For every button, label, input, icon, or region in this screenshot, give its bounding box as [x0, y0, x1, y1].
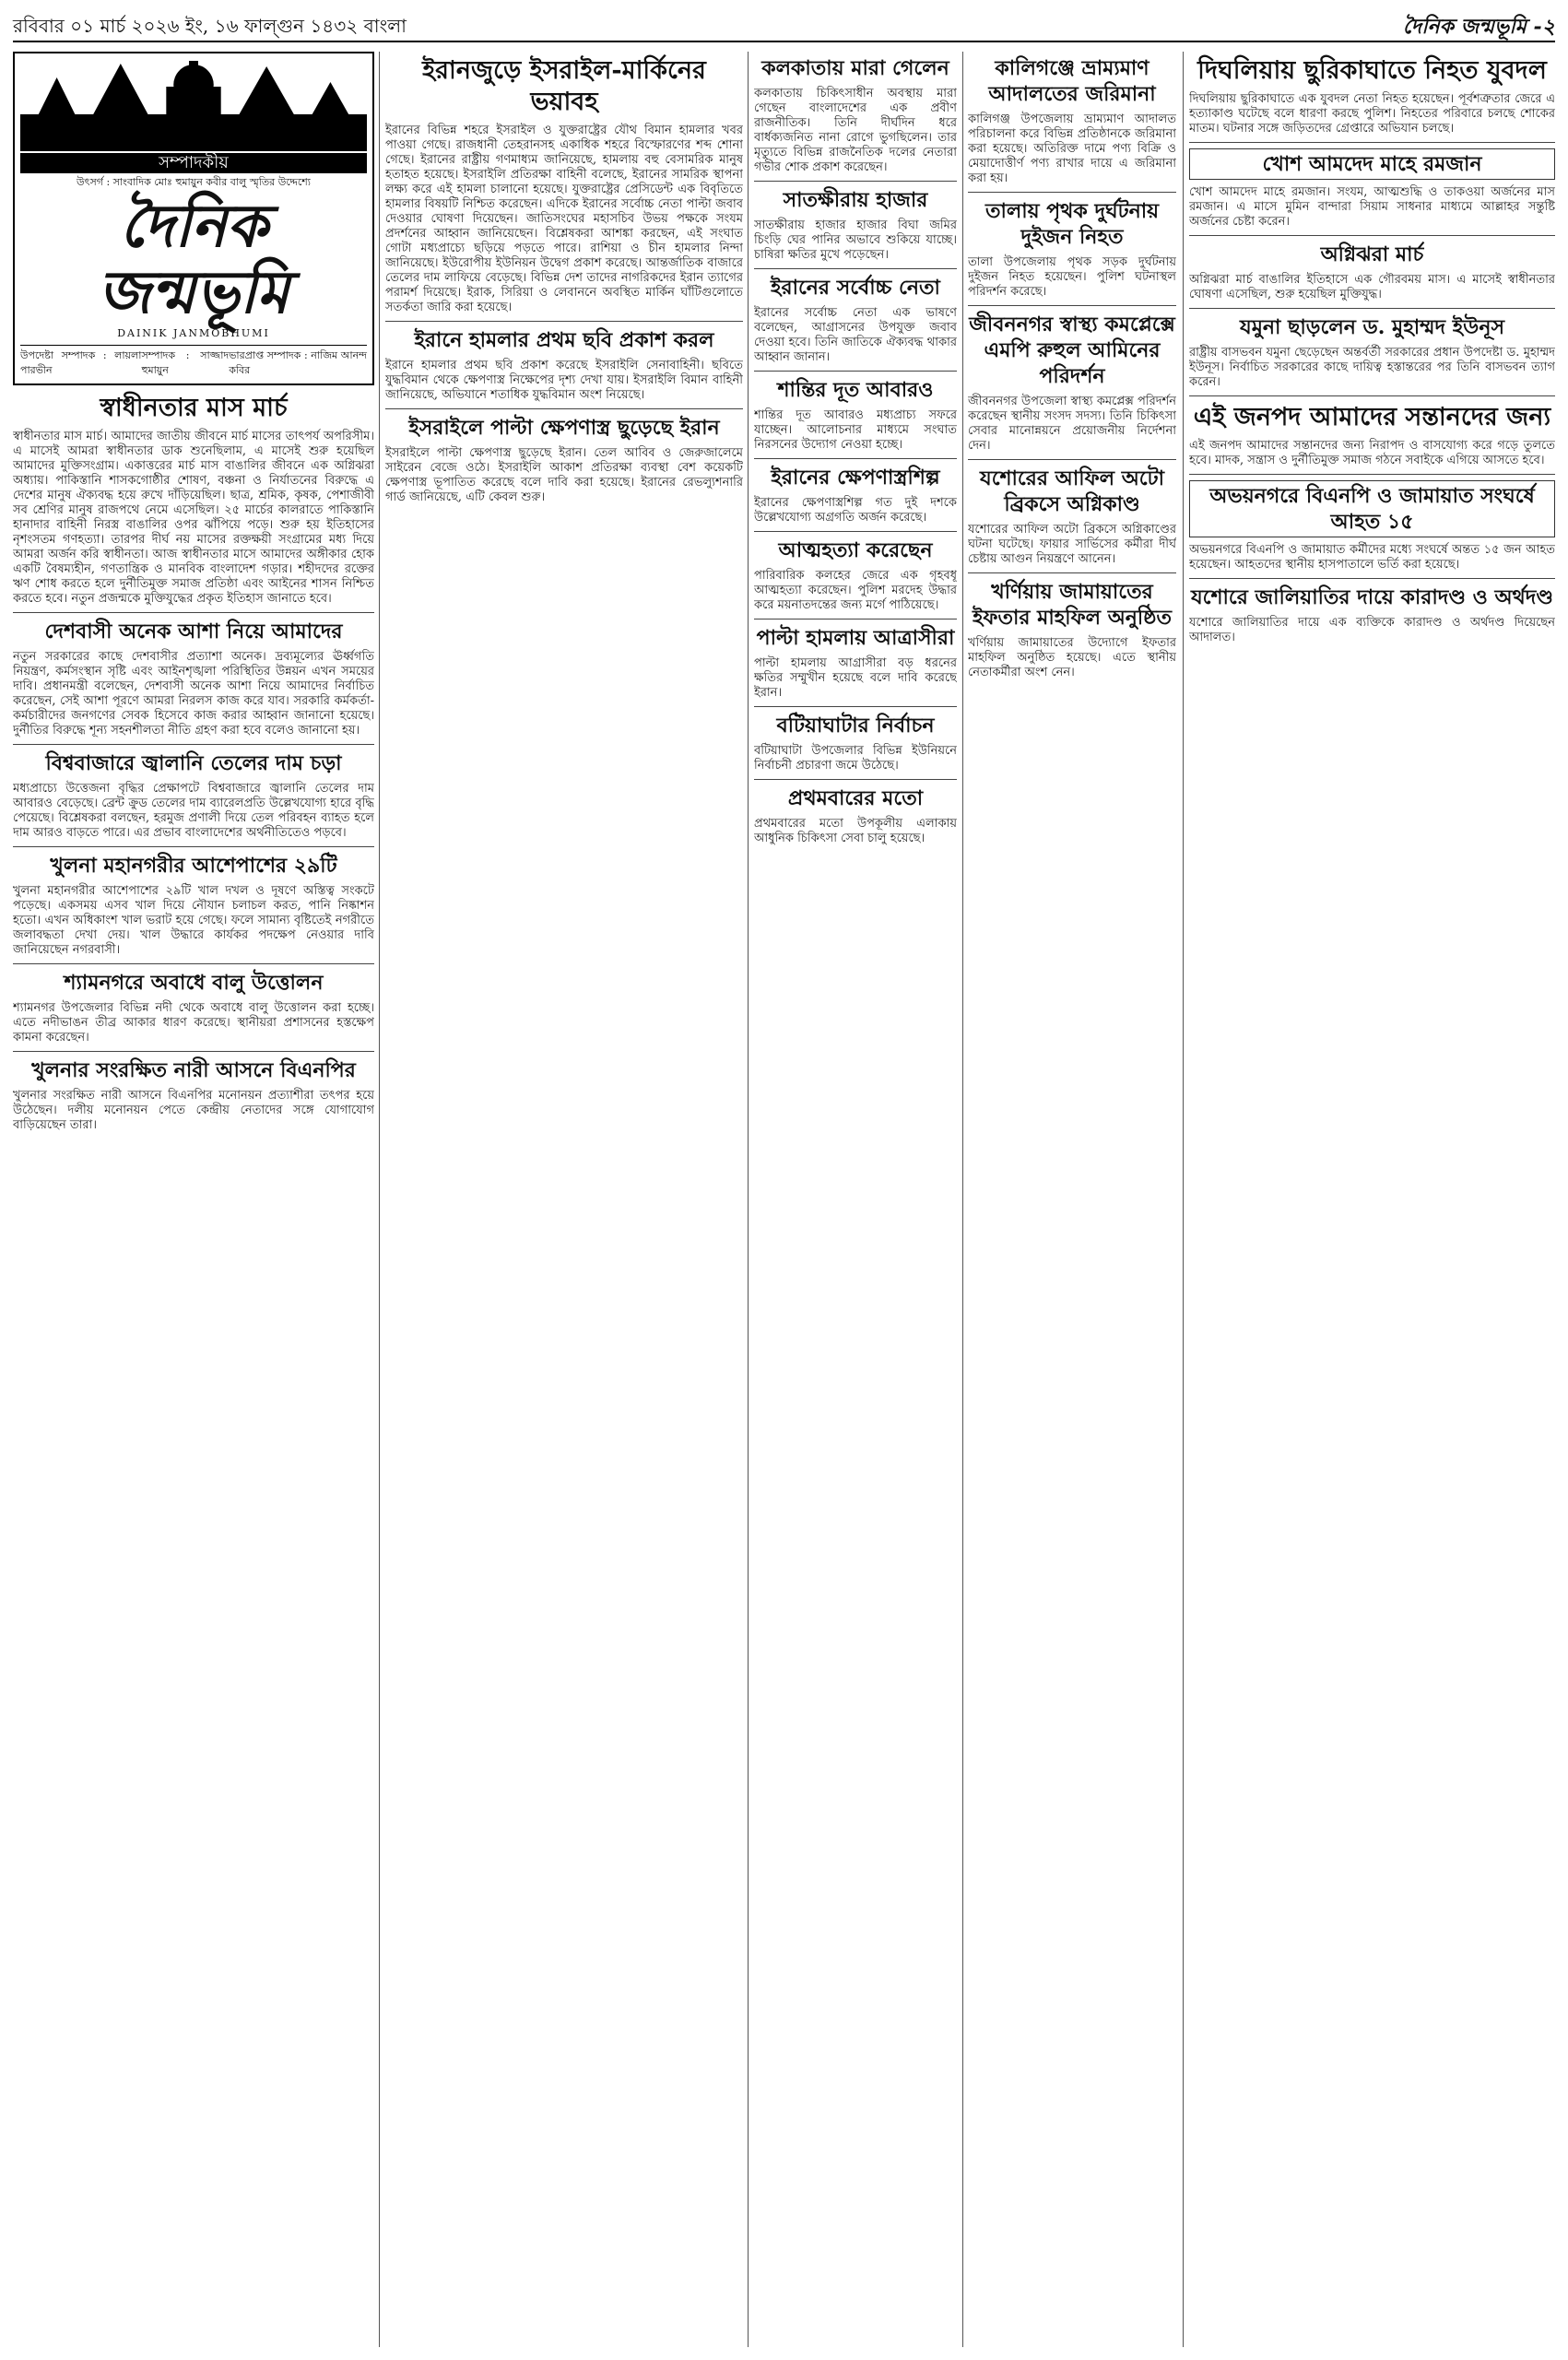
- article-headline: খোশ আমদেদ মাহে রমজান: [1189, 148, 1555, 180]
- article-headline: এই জনপদ আমাদের সন্তানদের জন্য: [1193, 403, 1551, 431]
- page-marker: দৈনিক জন্মভূমি -২: [1402, 15, 1555, 39]
- article-body: অগ্নিঝরা মার্চ বাঙালির ইতিহাসে এক গৌরবময় মাস। এ মাসেই স্বাধীনতার ঘোষণা এসেছিল, শুরু হয়েছিল মুক্তিযুদ্ধ।: [1189, 273, 1555, 301]
- article-headline: পাল্টা হামলায় আত্রাসীরা: [756, 626, 955, 650]
- article-body: নতুন সরকারের কাছে দেশবাসীর প্রত্যাশা অনেক। দ্রব্যমূল্যের ঊর্ধ্বগতি নিয়ন্ত্রণ, কর্মসংস্থান সৃষ্টি এবং আইনশৃঙ্খলা পরিস্থিতির উন্নয়ন এখন সময়ের দাবি। প্রধানমন্ত্রী বলেছেন, দেশবাসী অনেক আশা নিয়ে আমাদের নির্বাচিত করেছেন, সেই আশা পূরণে আমরা নিরলস কাজ করে যাব। সরকারি কর্মকর্তা-কর্মচারীদের জনগণের সেবক হিসেবে কাজ করার আহ্বান জানানো হয়েছে। দুর্নীতির বিরুদ্ধে শূন্য সহনশীলতা নীতি গ্রহণ করা হবে বলেও জানানো হয়।: [13, 650, 374, 738]
- divider: [754, 371, 957, 372]
- article-headline: তালায় পৃথক দুর্ঘটনায় দুইজন নিহত: [984, 199, 1160, 249]
- divider: [968, 305, 1176, 306]
- divider: [754, 458, 957, 459]
- divider: [1189, 474, 1555, 475]
- article-headline: বিশ্ববাজারে জ্বালানি তেলের দাম চড়া: [45, 751, 342, 775]
- divider: [754, 531, 957, 532]
- article-headline: ইরানের ক্ষেপণাস্ত্রশিল্প: [771, 466, 940, 490]
- column-divider: [748, 52, 749, 2347]
- divider: [754, 779, 957, 780]
- divider: [13, 846, 374, 847]
- newspaper-title-english: DAINIK JANMOBHUMI: [117, 327, 270, 339]
- article-headline: আত্মহত্যা করেছেন: [778, 538, 933, 562]
- article-body: পারিবারিক কলহের জেরে এক গৃহবধূ আত্মহত্যা করেছেন। পুলিশ মরদেহ উদ্ধার করে ময়নাতদন্তের জন্য মর্গে পাঠিয়েছে।: [754, 569, 957, 612]
- article-headline: শ্যামনগরে অবাধে বালু উত্তোলন: [64, 971, 324, 995]
- article-body: পাল্টা হামলায় আগ্রাসীরা বড় ধরনের ক্ষতির সম্মুখীন হয়েছে বলে দাবি করেছে ইরান।: [754, 656, 957, 700]
- divider: [1189, 142, 1555, 143]
- article-headline: খুলনা মহানগরীর আশেপাশের ২৯টি: [50, 854, 337, 878]
- article-headline: দিঘলিয়ায় ছুরিকাঘাতে নিহত যুবদল: [1197, 56, 1547, 85]
- article-body: ইরানের সর্বোচ্চ নেতা এক ভাষণে বলেছেন, আগ্রাসনের উপযুক্ত জবাব দেওয়া হবে। তিনি জাতিকে ঐক্যবদ্ধ থাকার আহ্বান জানান।: [754, 306, 957, 364]
- divider: [1189, 395, 1555, 396]
- article-body: ইরানের ক্ষেপণাস্ত্রশিল্প গত দুই দশকে উল্লেখযোগ্য অগ্রগতি অর্জন করেছে।: [754, 496, 957, 525]
- article-headline: খুলনার সংরক্ষিত নারী আসনে বিএনপির: [31, 1058, 356, 1082]
- article-body: শান্তির দূত আবারও মধ্যপ্রাচ্য সফরে যাচ্ছেন। আলোচনার মাধ্যমে সংঘাত নিরসনের উদ্যোগ নেওয়া হচ্ছে।: [754, 408, 957, 452]
- article-body: ইসরাইলে পাল্টা ক্ষেপণাস্ত্র ছুড়েছে ইরান। তেল আবিব ও জেরুজালেমে সাইরেন বেজে ওঠে। ইসরাইলি আকাশ প্রতিরক্ষা ব্যবস্থা বেশ কয়েকটি ক্ষেপণাস্ত্র ভূপাতিত করেছে বলে দাবি করা হয়েছে। ইরানের রেভল্যুশনারি গার্ড জানিয়েছে, এটি কেবল শুরু।: [385, 446, 743, 504]
- article-body: ইরানের বিভিন্ন শহরে ইসরাইল ও যুক্তরাষ্ট্রের যৌথ বিমান হামলার খবর পাওয়া গেছে। রাজধানী তেহরানসহ একাধিক শহরে বিস্ফোরণের শব্দ শোনা গেছে। ইরানের রাষ্ট্রীয় গণমাধ্যম জানিয়েছে, হামলায় বহু বেসামরিক মানুষ হতাহত হয়েছে। ইসরাইলি প্রতিরক্ষা বাহিনী বলেছে, ইরানের সামরিক স্থাপনা লক্ষ্য করে এই হামলা চালানো হয়েছে। যুক্তরাষ্ট্রের প্রেসিডেন্ট এক বিবৃতিতে হামলার বিষয়টি নিশ্চিত করেছেন। এদিকে ইরানের সর্বোচ্চ নেতা পাল্টা জবাব দেওয়ার ঘোষণা দিয়েছেন। জাতিসংঘের মহাসচিব উভয় পক্ষকে সংযম প্রদর্শনের আহ্বান জানিয়েছেন। বিশ্লেষকরা আশঙ্কা করছেন, এই সংঘাত গোটা মধ্যপ্রাচ্যে ছড়িয়ে পড়তে পারে। রাশিয়া ও চীন হামলার নিন্দা জানিয়েছে। ইউরোপীয় ইউনিয়ন উদ্বেগ প্রকাশ করেছে। আন্তর্জাতিক বাজারে তেলের দাম লাফিয়ে বেড়েছে। বিভিন্ন দেশ তাদের নাগরিকদের ইরান ত্যাগের পরামর্শ দিয়েছে। ইরাক, সিরিয়া ও লেবাননে অবস্থিত মার্কিন ঘাঁটিগুলোতে সতর্কতা জারি করা হয়েছে।: [385, 124, 743, 314]
- divider: [1189, 578, 1555, 579]
- page-header: [13, 7, 1555, 42]
- article-body: কালিগঞ্জ উপজেলায় ভ্রাম্যমাণ আদালত পরিচালনা করে বিভিন্ন প্রতিষ্ঠানকে জরিমানা করা হয়েছে। অতিরিক্ত দামে পণ্য বিক্রি ও মেয়াদোত্তীর্ণ পণ্য রাখার দায়ে এ জরিমানা করা হয়।: [968, 112, 1176, 185]
- article-body: যশোরের আফিল অটো ব্রিকসে অগ্নিকাণ্ডের ঘটনা ঘটেছে। ফায়ার সার্ভিসের কর্মীরা দীর্ঘ চেষ্টায় আগুন নিয়ন্ত্রণে আনেন।: [968, 523, 1176, 566]
- article-body: সাতক্ষীরায় হাজার হাজার বিঘা জমির চিংড়ি ঘের পানির অভাবে শুকিয়ে যাচ্ছে। চাষিরা ক্ষতির মুখে পড়েছেন।: [754, 218, 957, 262]
- section-label: সম্পাদকীয়: [20, 153, 367, 173]
- article-body: খর্ণিয়ায় জামায়াতের উদ্যোগে ইফতার মাহফিল অনুষ্ঠিত হয়েছে। এতে স্থানীয় নেতাকর্মীরা অংশ নেন।: [968, 636, 1176, 679]
- divider: [754, 181, 957, 182]
- article-body: মধ্যপ্রাচ্যে উত্তেজনা বৃদ্ধির প্রেক্ষাপটে বিশ্ববাজারে জ্বালানি তেলের দাম আবারও বেড়েছে। ব্রেন্ট ক্রুড তেলের দাম ব্যারেলপ্রতি উল্লেখযোগ্য হারে বৃদ্ধি পেয়েছে। বিশ্লেষকরা বলছেন, হরমুজ প্রণালী দিয়ে তেল পরিবহন ব্যাহত হলে দাম আরও বাড়তে পারে। এর প্রভাব বাংলাদেশের অর্থনীতিতেও পড়বে।: [13, 782, 374, 840]
- article-headline: যশোরে জালিয়াতির দায়ে কারাদণ্ড ও অর্থদণ্ড: [1190, 585, 1554, 609]
- article-headline: যমুনা ছাড়লেন ড. মুহাম্মদ ইউনূস: [1240, 315, 1504, 339]
- dedication: উৎসর্গ : সাংবাদিক মোঃ হুমায়ুন কবীর বালু স্মৃতির উদ্দেশ্যে: [77, 176, 311, 188]
- article-body: যশোরে জালিয়াতির দায়ে এক ব্যক্তিকে কারাদণ্ড ও অর্থদণ্ড দিয়েছেন আদালত।: [1189, 616, 1555, 644]
- divider: [385, 408, 743, 409]
- divider: [754, 706, 957, 707]
- article-body: খুলনা মহানগরীর আশেপাশের ২৯টি খাল দখল ও দূষণে অস্তিত্ব সংকটে পড়েছে। একসময় এসব খাল দিয়ে নৌযান চলাচল করত, পানি নিষ্কাশন হতো। এখন অধিকাংশ খাল ভরাট হয়ে গেছে। ফলে সামান্য বৃষ্টিতেই নগরীতে জলাবদ্ধতা দেখা দেয়। খাল উদ্ধারে কার্যকর পদক্ষেপ নেওয়ার দাবি জানিয়েছেন নগরবাসী।: [13, 884, 374, 957]
- divider: [1189, 308, 1555, 309]
- editor: সম্পাদক : সাজ্জাদ হুমায়ুন: [141, 349, 230, 376]
- divider: [754, 619, 957, 620]
- editorial-headline: স্বাধীনতার মাস মার্চ: [100, 394, 288, 422]
- article-headline: অভয়নগরে বিএনপি ও জামায়াত সংঘর্ষে আহত ১৫: [1189, 480, 1555, 537]
- divider: [968, 572, 1176, 573]
- article-body: কলকাতায় চিকিৎসাধীন অবস্থায় মারা গেছেন বাংলাদেশের এক প্রবীণ রাজনীতিক। তিনি দীর্ঘদিন ধরে বার্ধক্যজনিত নানা রোগে ভুগছিলেন। তার মৃত্যুতে বিভিন্ন রাজনৈতিক দলের নেতারা গভীর শোক প্রকাশ করেছেন।: [754, 87, 957, 174]
- article-body: রাষ্ট্রীয় বাসভবন যমুনা ছেড়েছেন অন্তর্বর্তী সরকারের প্রধান উপদেষ্টা ড. মুহাম্মদ ইউনূস। নির্বাচিত সরকারের কাছে দায়িত্ব হস্তান্তরের পর তিনি বাসভবন ত্যাগ করেন।: [1189, 346, 1555, 389]
- article-headline: অগ্নিঝরা মার্চ: [1320, 242, 1424, 266]
- divider: [13, 744, 374, 745]
- column-1: [13, 52, 374, 2347]
- article-headline: ইসরাইলে পাল্টা ক্ষেপণাস্ত্র ছুড়েছে ইরান: [408, 416, 720, 440]
- acting-editor: ভারপ্রাপ্ত সম্পাদক : নাজিম আনন্দ কবির: [229, 349, 367, 376]
- article-body: এই জনপদ আমাদের সন্তানদের জন্য নিরাপদ ও বাসযোগ্য করে গড়ে তুলতে হবে। মাদক, সন্ত্রাস ও দুর্নীতিমুক্ত সমাজ গঠনে সবাইকে এগিয়ে আসতে হবে।: [1189, 439, 1555, 467]
- article-headline: ইরানে হামলার প্রথম ছবি প্রকাশ করল: [414, 328, 714, 352]
- article-headline: খর্ণিয়ায় জামায়াতের ইফতার মাহফিল অনুষ্ঠিত: [972, 580, 1173, 630]
- article-body: খোশ আমদেদ মাহে রমজান। সংযম, আত্মশুদ্ধি ও তাকওয়া অর্জনের মাস রমজান। এ মাসে মুমিন বান্দারা সিয়াম সাধনার মাধ্যমে আল্লাহর সন্তুষ্টি অর্জনের চেষ্টা করেন।: [1189, 185, 1555, 229]
- article-headline: দেশবাসী অনেক আশা নিয়ে আমাদের: [44, 620, 343, 643]
- article-headline: ইরানজুড়ে ইসরাইল-মার্কিনের ভয়াবহ: [422, 56, 706, 116]
- column-divider: [379, 52, 380, 2347]
- article-headline: জীবননগর স্বাস্থ্য কমপ্লেক্সে এমপি রুহুল আমিনের পরিদর্শন: [969, 313, 1175, 388]
- article-headline: কালিগঞ্জে ভ্রাম্যমাণ আদালতের জরিমানা: [988, 56, 1156, 106]
- article-body: প্রথমবারের মতো উপকূলীয় এলাকায় আধুনিক চিকিৎসা সেবা চালু হয়েছে।: [754, 817, 957, 845]
- column-divider: [1183, 52, 1184, 2347]
- editorial-body: স্বাধীনতার মাস মার্চ। আমাদের জাতীয় জীবনে মার্চ মাসের তাৎপর্য অপরিসীম। এ মাসেই আমরা স্বাধীনতার ডাক শুনেছিলাম, এ মাসেই শুরু হয়েছিল আমাদের মুক্তিসংগ্রাম। একাত্তরের মার্চ মাস বাঙালির জীবনে এক অগ্নিঝরা অধ্যায়। পাকিস্তানি শাসকগোষ্ঠীর শোষণ, বঞ্চনা ও নির্যাতনের বিরুদ্ধে এ দেশের মানুষ ঐক্যবদ্ধ হয়ে রুখে দাঁড়িয়েছিল। ছাত্র, শ্রমিক, কৃষক, পেশাজীবী সব শ্রেণির মানুষ রাজপথে নেমে এসেছিল। ২৫ মার্চের কালরাতে পাকিস্তানি হানাদার বাহিনী নিরস্ত্র বাঙালির ওপর ঝাঁপিয়ে পড়ে। শুরু হয় ইতিহাসের নৃশংসতম গণহত্যা। তারপর দীর্ঘ নয় মাসের রক্তক্ষয়ী সংগ্রামের মধ্য দিয়ে আমরা অর্জন করি স্বাধীনতা। আজ স্বাধীনতার মাসে আমাদের অঙ্গীকার হোক একটি বৈষম্যহীন, গণতান্ত্রিক ও মানবিক বাংলাদেশ গড়ার। শহীদদের রক্তের ঋণ শোধ করতে হলে দুর্নীতিমুক্ত সমাজ প্রতিষ্ঠা এবং আইনের শাসন নিশ্চিত করতে হবে। নতুন প্রজন্মকে মুক্তিযুদ্ধের প্রকৃত ইতিহাস জানাতে হবে।: [13, 430, 374, 606]
- masthead: [13, 52, 374, 385]
- divider: [968, 459, 1176, 460]
- article-headline: বটিয়াঘাটার নির্বাচন: [776, 714, 935, 738]
- article-body: ইরানে হামলার প্রথম ছবি প্রকাশ করেছে ইসরাইলি সেনাবাহিনী। ছবিতে যুদ্ধবিমান থেকে ক্ষেপণাস্ত্র নিক্ষেপের দৃশ্য দেখা যায়। ইসরাইলি বিমান বাহিনী জানিয়েছে, অভিযানে শতাধিক যুদ্ধবিমান অংশ নিয়েছে।: [385, 359, 743, 402]
- issue-date: রবিবার ০১ মার্চ ২০২৬ ইং, ১৬ ফাল্গুন ১৪৩২ বাংলা: [13, 15, 407, 37]
- adviser-editor: উপদেষ্টা সম্পাদক : লায়লা পারভীন: [20, 349, 142, 376]
- article-headline: প্রথমবারের মতো: [787, 786, 924, 810]
- article-body: বটিয়াঘাটা উপজেলার বিভিন্ন ইউনিয়নে নির্বাচনী প্রচারণা জমে উঠেছে।: [754, 744, 957, 773]
- article-headline: যশোরের আফিল অটো ব্রিকসে অগ্নিকাণ্ড: [980, 466, 1164, 516]
- column-divider: [962, 52, 963, 2347]
- article-headline: সাতক্ষীরায় হাজার: [783, 188, 928, 212]
- divider: [1189, 235, 1555, 236]
- article-body: দিঘলিয়ায় ছুরিকাঘাতে এক যুবদল নেতা নিহত হয়েছেন। পূর্বশত্রুতার জেরে এ হত্যাকাণ্ড ঘটেছে বলে ধারণা করছে পুলিশ। নিহতের পরিবারে চলছে শোকের মাতম। ঘটনার সঙ্গে জড়িতদের গ্রেপ্তারে অভিযান চলছে।: [1189, 92, 1555, 136]
- divider: [13, 963, 374, 964]
- divider: [385, 321, 743, 322]
- divider: [13, 1051, 374, 1052]
- temple-skyline-logo: [20, 59, 367, 151]
- article-headline: ইরানের সর্বোচ্চ নেতা: [771, 276, 940, 300]
- divider: [754, 268, 957, 269]
- article-body: শ্যামনগর উপজেলার বিভিন্ন নদী থেকে অবাধে বালু উত্তোলন করা হচ্ছে। এতে নদীভাঙন তীব্র আকার ধারণ করেছে। স্থানীয়রা প্রশাসনের হস্তক্ষেপ কামনা করেছেন।: [13, 1001, 374, 1044]
- column-2: [385, 52, 743, 2347]
- column-5: [1189, 52, 1555, 2347]
- column-3: [754, 52, 957, 2347]
- editor-credits: [20, 345, 367, 378]
- article-headline: শান্তির দূত আবারও: [777, 378, 934, 402]
- temple-skyline-icon: [20, 59, 367, 151]
- divider: [968, 192, 1176, 193]
- article-body: তালা উপজেলায় পৃথক সড়ক দুর্ঘটনায় দুইজন নিহত হয়েছেন। পুলিশ ঘটনাস্থল পরিদর্শন করেছে।: [968, 255, 1176, 299]
- article-body: জীবননগর উপজেলা স্বাস্থ্য কমপ্লেক্স পরিদর্শন করেছেন স্থানীয় সংসদ সদস্য। তিনি চিকিৎসা সেবার মানোন্নয়নে প্রয়োজনীয় নির্দেশনা দেন।: [968, 395, 1176, 453]
- article-body: খুলনার সংরক্ষিত নারী আসনে বিএনপির মনোনয়ন প্রত্যাশীরা তৎপর হয়ে উঠেছেন। দলীয় মনোনয়ন পেতে কেন্দ্রীয় নেতাদের সঙ্গে যোগাযোগ বাড়িয়েছেন তারা।: [13, 1089, 374, 1132]
- newspaper-title: দৈনিক জন্মভূমি: [98, 192, 289, 327]
- divider: [13, 612, 374, 613]
- article-body: অভয়নগরে বিএনপি ও জামায়াত কর্মীদের মধ্যে সংঘর্ষে অন্তত ১৫ জন আহত হয়েছেন। আহতদের স্থানীয় হাসপাতালে ভর্তি করা হয়েছে।: [1189, 543, 1555, 572]
- article-headline: কলকাতায় মারা গেলেন: [761, 56, 949, 80]
- column-4: [968, 52, 1176, 2347]
